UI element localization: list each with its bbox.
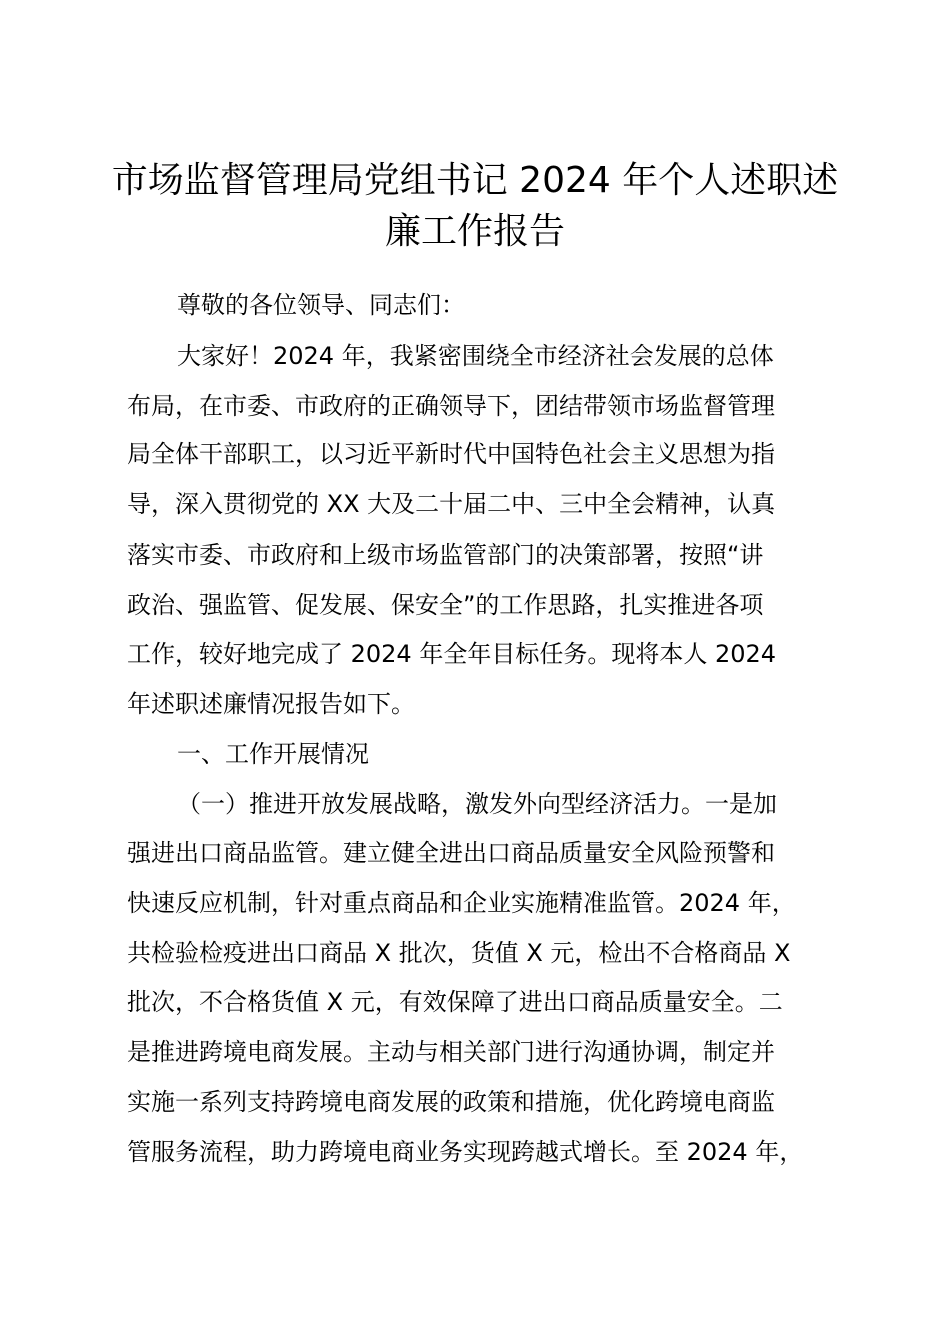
paragraph-line: 大家好！2024 年，我紧密围绕全市经济社会发展的总体 xyxy=(177,342,774,370)
document-title-line-2: 廉工作报告 xyxy=(384,211,565,252)
paragraph-line: 实施一系列支持跨境电商发展的政策和措施，优化跨境电商监 xyxy=(127,1088,775,1116)
paragraph-line: 局全体干部职工，以习近平新时代中国特色社会主义思想为指 xyxy=(127,440,775,468)
paragraph-line: 批次，不合格货值 X 元，有效保障了进出口商品质量安全。二 xyxy=(127,988,783,1016)
section-heading: 一、工作开展情况 xyxy=(177,740,369,768)
salutation: 尊敬的各位领导、同志们： xyxy=(177,291,465,319)
paragraph-line: 导，深入贯彻党的 XX 大及二十届二中、三中全会精神，认真 xyxy=(127,490,776,518)
paragraph-line: 布局，在市委、市政府的正确领导下，团结带领市场监督管理 xyxy=(127,392,775,420)
document-title-line-1: 市场监督管理局党组书记 2024 年个人述职述 xyxy=(111,160,839,201)
paragraph-line: 落实市委、市政府和上级市场监管部门的决策部署，按照“讲 xyxy=(127,541,764,569)
paragraph-line: 工作，较好地完成了 2024 年全年目标任务。现将本人 2024 xyxy=(127,640,777,668)
paragraph-line: 年述职述廉情况报告如下。 xyxy=(127,690,415,718)
paragraph-line: 政治、强监管、促发展、保安全”的工作思路，扎实推进各项 xyxy=(127,591,764,619)
paragraph-line: 快速反应机制，针对重点商品和企业实施精准监管。2024 年， xyxy=(127,889,796,917)
paragraph-line: 管服务流程，助力跨境电商业务实现跨越式增长。至 2024 年， xyxy=(127,1138,804,1166)
paragraph-line: 是推进跨境电商发展。主动与相关部门进行沟通协调，制定并 xyxy=(127,1038,775,1066)
paragraph-line: 共检验检疫进出口商品 X 批次，货值 X 元，检出不合格商品 X xyxy=(127,939,791,967)
paragraph-line: （一）推进开放发展战略，激发外向型经济活力。一是加 xyxy=(177,790,777,818)
paragraph-line: 强进出口商品监管。建立健全进出口商品质量安全风险预警和 xyxy=(127,839,775,867)
